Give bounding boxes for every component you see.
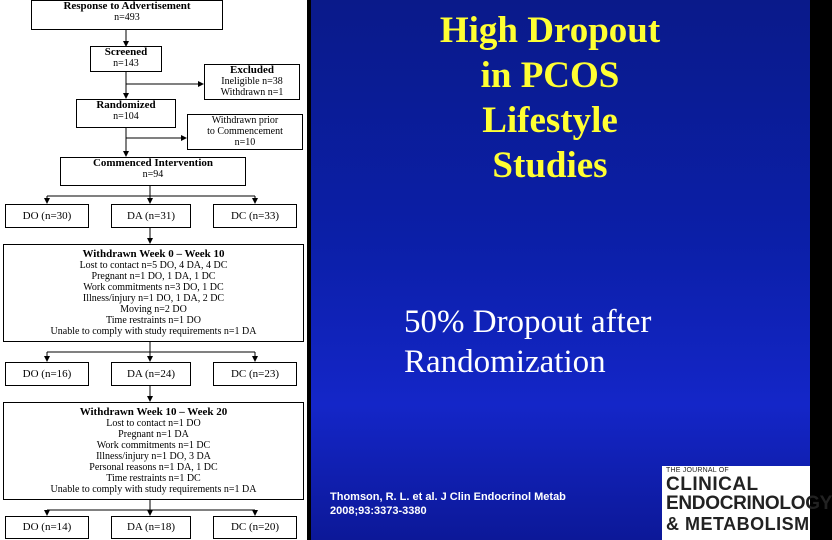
group-do-box: DO (n=30) <box>5 204 89 228</box>
response-box <box>31 0 223 30</box>
citation <box>330 490 650 518</box>
excluded-line: Ineligible n=38 <box>221 76 283 87</box>
withdrawn-0-10-line: Unable to comply with study requirements n=1 DA <box>50 326 257 337</box>
screened-box <box>90 46 162 72</box>
withdrawn-0-10-line: Illness/injury n=1 DO, 1 DA, 2 DC <box>82 293 225 304</box>
withdrawn-10-20-title: Withdrawn Week 10 – Week 20 <box>79 406 228 418</box>
slide-title <box>390 8 710 188</box>
response-title: Response to Advertisement <box>63 0 191 12</box>
citation-line: Thomson, R. L. et al. J Clin Endocrinol Metab <box>330 491 566 503</box>
withdrawn-10-20-line: Lost to contact n=1 DO <box>106 418 201 429</box>
withdrawn-10-20-line: Pregnant n=1 DA <box>118 429 189 440</box>
logo-line: & METABOLISM <box>666 514 810 534</box>
group-da-box: DA (n=24) <box>111 362 191 386</box>
citation-line: 2008;93:3373-3380 <box>330 505 427 517</box>
withdrawn-0-10-line: Work commitments n=3 DO, 1 DC <box>83 282 224 293</box>
withdrawn-week-10-20-box <box>3 402 304 500</box>
withdrawn-0-10-line: Time restraints n=1 DO <box>106 315 201 326</box>
slide-title-line: in PCOS <box>480 55 620 96</box>
group-da-box: DA (n=31) <box>111 204 191 228</box>
group-da-box: DA (n=18) <box>111 516 191 539</box>
screened-n: n=143 <box>113 58 139 69</box>
group-dc-box: DC (n=23) <box>213 362 297 386</box>
withdrawn-prior-box <box>187 114 303 150</box>
withdrawn-prior-line: n=10 <box>234 137 256 148</box>
slide-title-line: High Dropout <box>439 10 661 51</box>
logo-line: THE JOURNAL OF <box>666 467 729 474</box>
withdrawn-prior-line: to Commencement <box>207 126 283 137</box>
randomized-n: n=104 <box>113 111 139 122</box>
withdrawn-week-0-10-box <box>3 244 304 342</box>
group-do-box: DO (n=14) <box>5 516 89 539</box>
withdrawn-10-20-line: Illness/injury n=1 DO, 3 DA <box>96 451 211 462</box>
slide-subtitle-line: Randomization <box>404 344 606 380</box>
commenced-n: n=94 <box>142 169 164 180</box>
commenced-box <box>60 157 246 186</box>
randomized-box <box>76 99 176 128</box>
excluded-line: Withdrawn n=1 <box>220 87 284 98</box>
group-dc-box: DC (n=20) <box>213 516 297 539</box>
withdrawn-0-10-line: Moving n=2 DO <box>120 304 187 315</box>
slide-subtitle <box>404 302 784 382</box>
withdrawn-0-10-line: Lost to contact n=5 DO, 4 DA, 4 DC <box>79 260 228 271</box>
slide-subtitle-line: 50% Dropout after <box>404 304 652 340</box>
withdrawn-10-20-line: Time restraints n=1 DC <box>106 473 201 484</box>
withdrawn-0-10-line: Pregnant n=1 DO, 1 DA, 1 DC <box>91 271 216 282</box>
withdrawn-0-10-title: Withdrawn Week 0 – Week 10 <box>82 248 225 260</box>
withdrawn-10-20-line: Work commitments n=1 DC <box>96 440 211 451</box>
withdrawn-10-20-line: Unable to comply with study requirements n=1 DA <box>50 484 257 495</box>
group-dc-box: DC (n=33) <box>213 204 297 228</box>
journal-logo <box>662 466 832 540</box>
commenced-title: Commenced Intervention <box>92 157 214 169</box>
withdrawn-prior-line: Withdrawn prior <box>211 115 279 126</box>
screened-title: Screened <box>104 46 148 58</box>
randomized-title: Randomized <box>96 99 156 111</box>
logo-line: CLINICAL <box>666 474 759 495</box>
response-n: n=493 <box>114 12 140 23</box>
withdrawn-10-20-line: Personal reasons n=1 DA, 1 DC <box>89 462 218 473</box>
group-do-box: DO (n=16) <box>5 362 89 386</box>
excluded-title: Excluded <box>229 64 274 76</box>
slide-title-line: Studies <box>492 145 608 186</box>
logo-line: ENDOCRINOLOGY <box>666 493 832 514</box>
excluded-box <box>204 64 300 100</box>
slide-title-line: Lifestyle <box>482 100 618 141</box>
